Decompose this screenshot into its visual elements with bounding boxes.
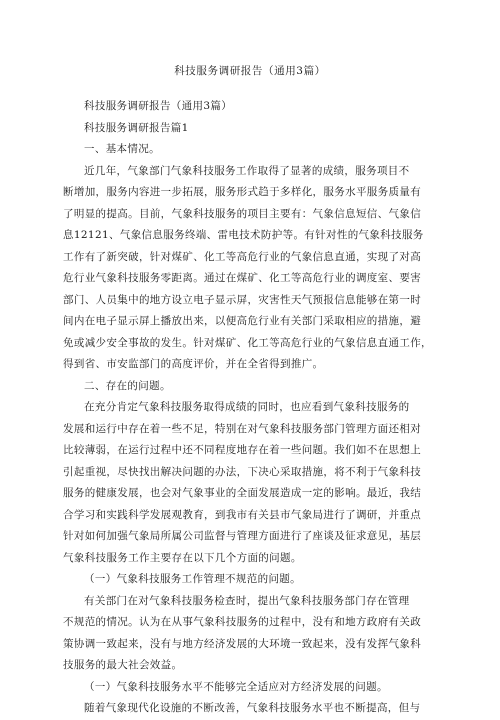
paragraph-line: 针对如何加强气象局所属公司监督与管理方面进行了座谈及征求意见，基层 <box>63 530 422 542</box>
paragraph-line: 部门、人员集中的地方设立电子显示屏，灾害性天气预报信息能够在第一时 <box>63 293 422 306</box>
paragraph-line: 有关部门在对气象科技服务检查时，提出气象科技服务部门存在管理 <box>84 594 410 607</box>
document-body <box>63 96 437 720</box>
section-heading: 一、基本情况。 <box>84 143 160 155</box>
article-heading: 科技服务调研报告篇1 <box>84 121 189 134</box>
paragraph-line: 间内在电子显示屏上播放出来，以便高危行业有关部门采取相应的措施，避 <box>63 315 422 327</box>
paragraph-line: 比较薄弱，在运行过程中还不同程度地存在着一些问题。我们如不在思想上 <box>63 444 422 456</box>
paragraph-line: 随着气象现代化设施的不断改善，气象科技服务水平也不断提高，但与 <box>84 702 421 714</box>
paragraph-line: 得到省、市安监部门的高度评价，并在全省得到推广。 <box>63 358 324 370</box>
paragraph-line: 策协调一致起来，没有与地方经济发展的大环境一致起来，没有发挥气象科 <box>63 637 422 650</box>
paragraph-line: 了明显的提高。目前，气象科技服务的项目主要有：气象信息短信、气象信 <box>63 207 422 220</box>
paragraph-line: 息12121、气象信息服务终端、雷电技术防护等。有针对性的气象科技服务 <box>63 229 424 241</box>
paragraph-line: 不规范的情况。认为在从事气象科技服务的过程中，没有和地方政府有关政 <box>63 616 422 628</box>
paragraph-line: 引起重视，尽快找出解决问题的办法，下决心采取措施，将不利于气象科技 <box>63 465 422 478</box>
subsection-heading: （一）气象科技服务工作管理不规范的问题。 <box>84 573 301 585</box>
subsection-heading: （一）气象科技服务水平不能够完全适应对方经济发展的问题。 <box>84 680 388 693</box>
paragraph-line: 免或减少安全事故的发生。针对煤矿、化工等高危行业的气象信息直通工作， <box>63 336 432 349</box>
paragraph-line: 服务的健康发展，也会对气象事业的全面发展造成一定的影响。最近，我结 <box>63 487 422 499</box>
page-title: 科技服务调研报告（通用3篇） <box>174 65 326 77</box>
paragraph-line: 在充分肯定气象科技服务取得成绩的同时，也应看到气象科技服务的 <box>84 401 410 413</box>
paragraph-line: 危行业气象科技服务零距离。通过在煤矿、化工等高危行业的调度室、要害 <box>63 272 422 284</box>
paragraph-line: 断增加，服务内容进一步拓展，服务形式趋于多样化，服务水平服务质量有 <box>63 186 422 198</box>
paragraph-line: 气象科技服务工作主要存在以下几个方面的问题。 <box>63 551 302 564</box>
section-heading: 二、存在的问题。 <box>84 379 171 392</box>
paragraph-line: 发展和运行中存在着一些不足，特别在对气象科技服务部门管理方面还相对 <box>63 422 422 435</box>
paragraph-line: 技服务的最大社会效益。 <box>63 659 183 671</box>
doc-heading: 科技服务调研报告（通用3篇） <box>84 100 233 112</box>
paragraph-line: 工作有了新突破，针对煤矿、化工等高危行业的气象信息直通，实现了对高 <box>63 250 422 263</box>
paragraph-line: 近几年，气象部门气象科技服务工作取得了显著的成绩，服务项目不 <box>84 164 410 177</box>
paragraph-line: 合学习和实践科学发展观教育，到我市有关县市气象局进行了调研，并重点 <box>63 508 422 521</box>
